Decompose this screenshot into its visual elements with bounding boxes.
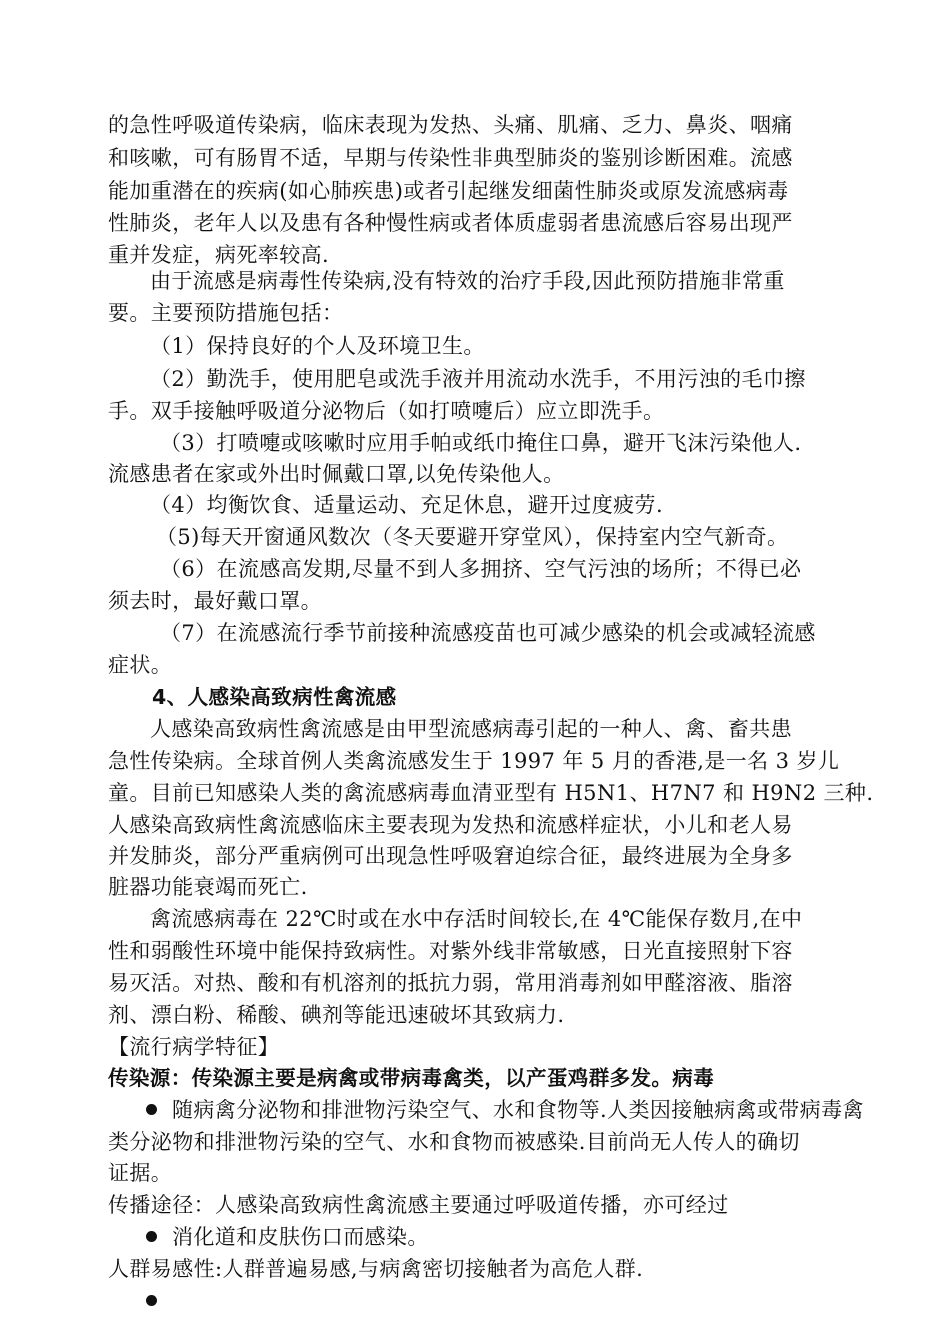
- body-text-line: 手。双手接触呼吸道分泌物后（如打喷嚏后）应立即洗手。: [108, 399, 665, 423]
- bullet-icon: [146, 1104, 157, 1115]
- body-text-line: 能加重潜在的疾病(如心肺疾患)或者引起继发细菌性肺炎或原发流感病毒: [108, 179, 789, 203]
- body-text-line: 证据。: [108, 1161, 173, 1185]
- body-text-line: 童。目前已知感染人类的禽流感病毒血清亚型有 H5N1、H7N7 和 H9N2 三种.: [108, 781, 874, 805]
- body-text-line: 人感染高致病性禽流感是由甲型流感病毒引起的一种人、禽、畜共患: [150, 717, 792, 741]
- body-text-line: 易灭活。对热、酸和有机溶剂的抵抗力弱，常用消毒剂如甲醛溶液、脂溶: [108, 971, 793, 995]
- list-item: （3）打喷嚏或咳嗽时应用手帕或纸巾掩住口鼻，避开飞沫污染他人.: [160, 431, 802, 455]
- body-text-line: 人群易感性:人群普遍易感,与病禽密切接触者为高危人群.: [108, 1257, 644, 1281]
- list-item: （6）在流感高发期,尽量不到人多拥挤、空气污浊的场所；不得已必: [160, 557, 802, 581]
- section-heading-bracketed: 传染源：传染源主要是病禽或带病毒禽类，以产蛋鸡群多发。病毒: [108, 1066, 715, 1090]
- bullet-item: [146, 1224, 429, 1250]
- body-text-line: 类分泌物和排泄物污染的空气、水和食物而被感染.目前尚无人传人的确切: [108, 1130, 800, 1154]
- bullet-item: [146, 1288, 172, 1314]
- body-text-line: 禽流感病毒在 22℃时或在水中存活时间较长,在 4℃能保存数月,在中: [150, 907, 803, 931]
- body-text-line: 并发肺炎，部分严重病例可出现急性呼吸窘迫综合征，最终进展为全身多: [108, 844, 793, 868]
- body-text-line: 【流行病学特征】: [108, 1035, 280, 1059]
- body-text-line: 性肺炎，老年人以及患有各种慢性病或者体质虚弱者患流感后容易出现严: [108, 211, 793, 235]
- bullet-text: 消化道和皮肤伤口而感染。: [172, 1225, 429, 1249]
- body-text-line: 重并发症，病死率较高.: [108, 243, 330, 267]
- list-item: （4）均衡饮食、适量运动、充足休息，避开过度疲劳.: [150, 493, 664, 517]
- body-text-line: 由于流感是病毒性传染病,没有特效的治疗手段,因此预防措施非常重: [150, 269, 785, 293]
- body-text-line: 症状。: [108, 653, 173, 677]
- body-text-line: 要。主要预防措施包括：: [108, 301, 344, 325]
- body-text-line: 急性传染病。全球首例人类禽流感发生于 1997 年 5 月的香港,是一名 3 岁儿: [108, 749, 840, 773]
- body-text-line: 的急性呼吸道传染病，临床表现为发热、头痛、肌痛、乏力、鼻炎、咽痛: [108, 113, 793, 137]
- bullet-text: 随病禽分泌物和排泄物污染空气、水和食物等.人类因接触病禽或带病毒禽: [172, 1098, 864, 1122]
- bullet-icon: [146, 1231, 157, 1242]
- body-text-line: 性和弱酸性环境中能保持致病性。对紫外线非常敏感，日光直接照射下容: [108, 939, 793, 963]
- list-item: （7）在流感流行季节前接种流感疫苗也可减少感染的机会或减轻流感: [160, 621, 816, 645]
- body-text-line: 脏器功能衰竭而死亡.: [108, 875, 308, 899]
- body-text-line: 和咳嗽，可有肠胃不适，早期与传染性非典型肺炎的鉴别诊断困难。流感: [108, 146, 793, 170]
- bullet-icon: [146, 1295, 157, 1306]
- list-item: （1）保持良好的个人及环境卫生。: [150, 334, 485, 358]
- bullet-item: [146, 1097, 864, 1123]
- list-item: （2）勤洗手，使用肥皂或洗手液并用流动水洗手，不用污浊的毛巾擦: [150, 367, 806, 391]
- list-item: （5)每天开窗通风数次（冬天要避开穿堂风），保持室内空气新奇。: [156, 525, 789, 549]
- section-heading: 4、人感染高致病性禽流感: [152, 685, 397, 709]
- body-text-line: 人感染高致病性禽流感临床主要表现为发热和流感样症状，小儿和老人易: [108, 813, 793, 837]
- body-text-line: 流感患者在家或外出时佩戴口罩,以免传染他人。: [108, 462, 565, 486]
- body-text-line: 传播途径：人感染高致病性禽流感主要通过呼吸道传播，亦可经过: [108, 1193, 729, 1217]
- body-text-line: 剂、漂白粉、稀酸、碘剂等能迅速破坏其致病力.: [108, 1003, 565, 1027]
- body-text-line: 须去时，最好戴口罩。: [108, 589, 322, 613]
